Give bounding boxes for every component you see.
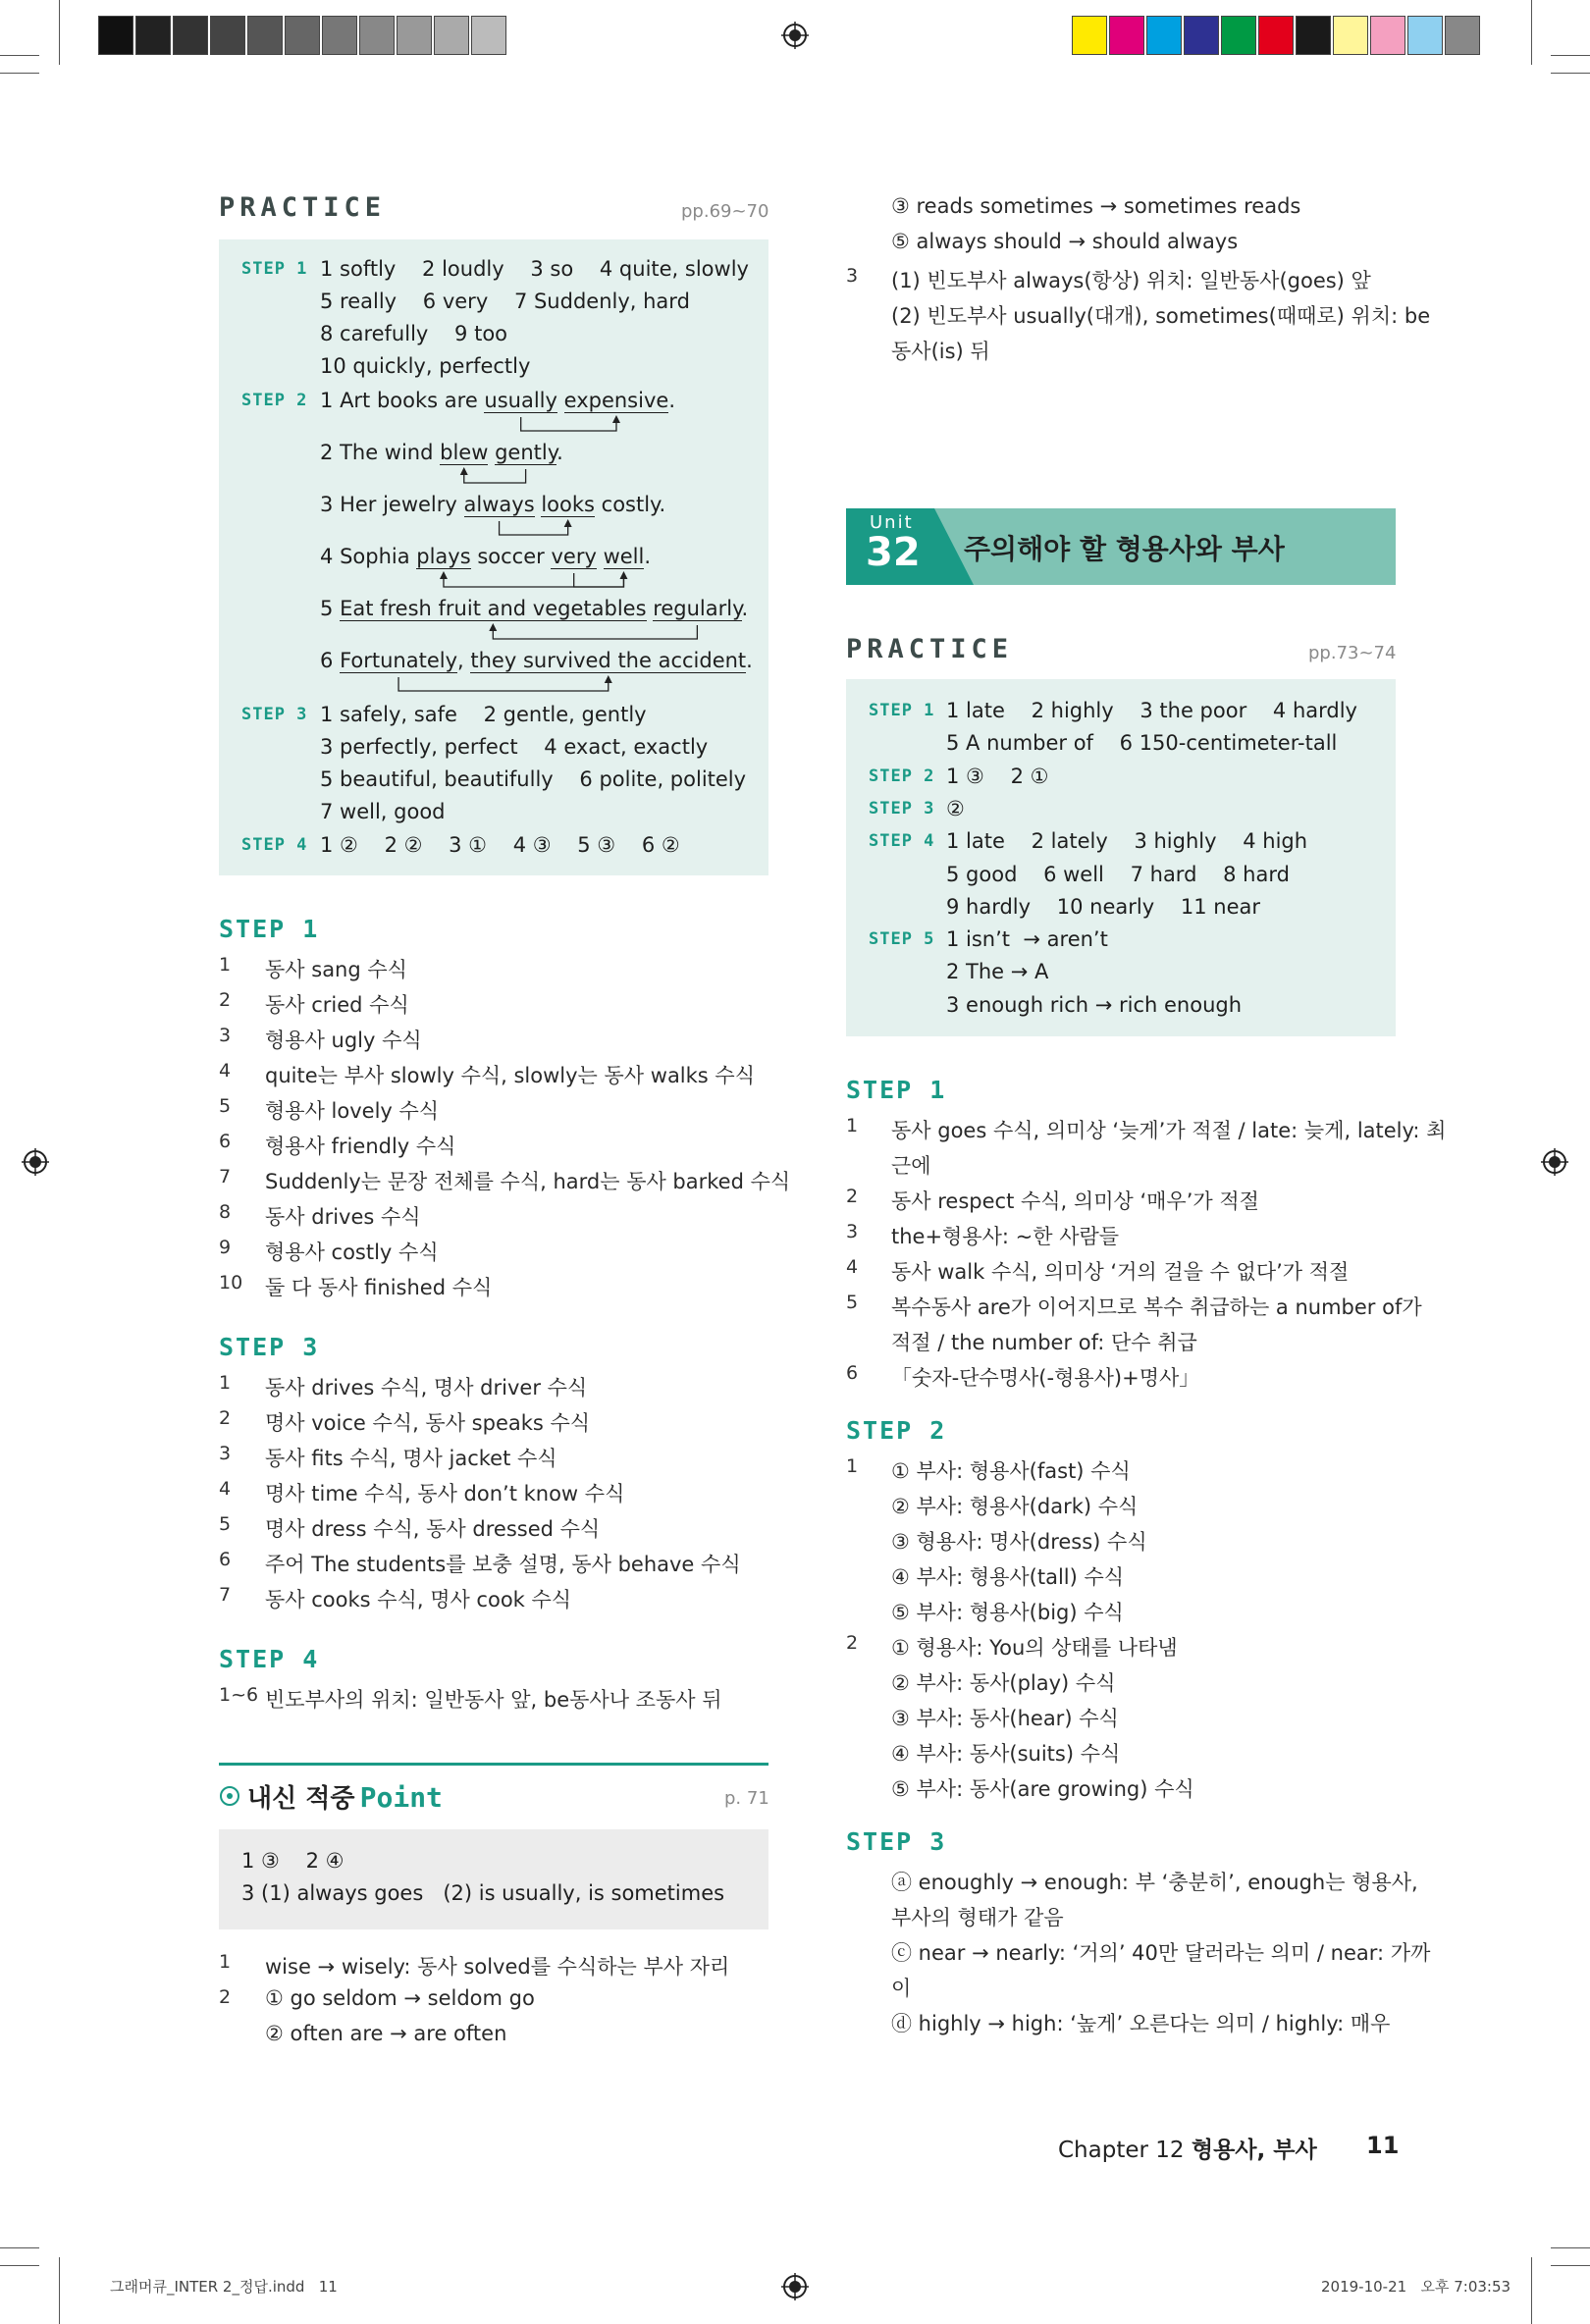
target-icon	[219, 1785, 240, 1807]
step2-heading: STEP 2	[846, 1416, 947, 1445]
item-number: 1	[219, 954, 232, 976]
underlined-phrase: very	[551, 545, 597, 568]
item-text: 형용사 ugly 수식	[265, 1029, 422, 1052]
item-text: (1) 빈도부사 always(항상) 위치: 일반동사(goes) 앞	[891, 269, 1371, 292]
item-text: ④ 부사: 형용사(tall) 수식	[891, 1565, 1125, 1589]
unit-title: 주의해야 할 형용사와 부사	[964, 533, 1285, 565]
answer-line: 1 late 2 lately 3 highly 4 high	[946, 829, 1308, 854]
step-label: STEP 3	[241, 705, 308, 724]
underlined-phrase: Fortunately	[340, 649, 458, 672]
item-number: 4	[846, 1256, 859, 1278]
practice-title: PRACTICE	[846, 634, 1014, 664]
step2-sentence	[320, 649, 753, 672]
color-swatch	[1296, 16, 1331, 55]
practice-pages: pp.73~74	[1308, 643, 1397, 663]
item-number: 1~6	[219, 1684, 259, 1706]
item-number: 1	[219, 1372, 232, 1394]
underlined-phrase: always	[463, 493, 535, 516]
item-text: (2) 빈도부사 usually(대개), sometimes(때때로) 위치: be	[891, 304, 1431, 328]
color-swatch	[1072, 16, 1107, 55]
item-text: 동사 cried 수식	[265, 993, 409, 1017]
item-number: 10	[219, 1272, 243, 1294]
item-text: Suddenly는 문장 전체를 수식, hard는 동사 barked 수식	[265, 1170, 791, 1193]
item-text: ④ 부사: 동사(suits) 수식	[891, 1742, 1121, 1766]
item-text: ① go seldom → seldom go	[265, 1986, 535, 2010]
color-swatch	[1370, 16, 1405, 55]
gray-swatch	[397, 16, 432, 55]
point-answer-line: 1 ③ 2 ④	[241, 1849, 344, 1873]
step1-heading: STEP 1	[846, 1076, 947, 1104]
sentence-number: 3	[320, 493, 334, 516]
item-number: 6	[846, 1362, 859, 1384]
running-footer	[1058, 2132, 1317, 2164]
underlined-phrase: Eat fresh fruit and vegetables	[340, 597, 647, 620]
sentence-text: Sophia	[340, 545, 417, 568]
item-number: 1	[846, 1115, 859, 1136]
step-label: STEP 1	[869, 701, 935, 720]
item-text: 형용사 friendly 수식	[265, 1135, 456, 1158]
print-timestamp: 2019-10-21 오후 7:03:53	[1321, 2278, 1511, 2296]
item-number: 1	[219, 1951, 232, 1973]
answer-line: ②	[946, 796, 965, 820]
answer-line: 1 late 2 highly 3 the poor 4 hardly	[946, 699, 1357, 722]
item-text: 동사 fits 수식, 명사 jacket 수식	[265, 1447, 557, 1470]
sentence-text: The wind	[340, 441, 441, 464]
item-number: 9	[219, 1237, 232, 1258]
item-number: 5	[219, 1095, 232, 1117]
item-text: 동사 drives 수식	[265, 1205, 421, 1229]
item-number: 5	[219, 1513, 232, 1535]
gray-swatch	[322, 16, 357, 55]
color-swatch	[1109, 16, 1144, 55]
chapter-title: 형용사, 부사	[1191, 2138, 1317, 2163]
unit-label: Unit	[870, 512, 914, 533]
sentence-text: Her jewelry	[340, 493, 464, 516]
practice-title: PRACTICE	[219, 192, 387, 223]
item-number: 3	[219, 1025, 232, 1046]
item-text: 이	[891, 1977, 912, 2000]
gray-swatch	[471, 16, 506, 55]
step2-sentence	[320, 493, 665, 516]
underlined-phrase: expensive	[563, 389, 669, 412]
answer-line: 2 The → A	[946, 960, 1049, 984]
item-text: 동사 goes 수식, 의미상 ‘늦게’가 적절 / late: 늦게, lately: 최	[891, 1119, 1447, 1142]
item-text: the+형용사: ~한 사람들	[891, 1225, 1120, 1248]
item-text: ① 형용사: You의 상태를 나타냄	[891, 1636, 1178, 1660]
gray-swatch	[434, 16, 469, 55]
item-text: 명사 dress 수식, 동사 dressed 수식	[265, 1517, 601, 1541]
item-text: 형용사 lovely 수식	[265, 1099, 440, 1123]
answer-line: 10 quickly, perfectly	[320, 354, 531, 378]
item-text: 주어 The students를 보충 설명, 동사 behave 수식	[265, 1553, 741, 1576]
item-text: 복수동사 are가 이어지므로 복수 취급하는 a number of가	[891, 1295, 1422, 1319]
item-number: 7	[219, 1584, 232, 1606]
answer-line: 8 carefully 9 too	[320, 322, 508, 345]
underlined-phrase: well	[603, 545, 645, 568]
item-text: ① 부사: 형용사(fast) 수식	[891, 1459, 1131, 1483]
gray-swatch	[98, 16, 133, 55]
registration-mark-icon	[781, 22, 809, 49]
color-swatch	[1184, 16, 1219, 55]
item-text: ③ 부사: 동사(hear) 수식	[891, 1707, 1119, 1730]
item-number: 7	[219, 1166, 232, 1188]
step2-sentence	[320, 389, 675, 412]
item-text: 「숫자-단수명사(-형용사)+명사」	[891, 1366, 1200, 1390]
point-divider	[219, 1763, 768, 1766]
item-text: 동사 respect 수식, 의미상 ‘매우’가 적절	[891, 1189, 1259, 1213]
underlined-phrase: regularly	[653, 597, 742, 620]
chapter-label: Chapter 12	[1058, 2138, 1185, 2163]
item-number: 4	[219, 1060, 232, 1082]
item-number: 1	[846, 1455, 859, 1477]
step-label: STEP 3	[869, 798, 935, 819]
item-number: 2	[219, 1986, 232, 2008]
answer-line: 5 good 6 well 7 hard 8 hard	[946, 862, 1290, 886]
sentence-text: .	[644, 545, 652, 568]
point-title-ko: 내신 적중	[247, 1784, 355, 1814]
answer-line: 7 well, good	[320, 800, 446, 823]
sentence-number: 6	[320, 649, 334, 672]
item-text: 둘 다 동사 finished 수식	[265, 1276, 493, 1299]
point-title	[247, 1778, 443, 1815]
gray-swatch	[173, 16, 208, 55]
sentence-text: .	[741, 597, 749, 620]
answer-line: 5 beautiful, beautifully 6 polite, politely	[320, 767, 747, 791]
color-swatch	[1258, 16, 1294, 55]
item-text: ② 부사: 동사(play) 수식	[891, 1671, 1116, 1695]
step3-heading: STEP 3	[846, 1827, 947, 1856]
step2-sentence	[320, 597, 748, 620]
step3-heading: STEP 3	[219, 1333, 320, 1361]
item-number: 6	[219, 1131, 232, 1152]
item-number: 3	[846, 265, 859, 287]
color-swatch	[1333, 16, 1368, 55]
answer-line: 1 safely, safe 2 gentle, gently	[320, 703, 647, 726]
color-swatch	[1407, 16, 1443, 55]
item-text: wise → wisely: 동사 solved를 수식하는 부사 자리	[265, 1955, 730, 1979]
item-text: ⑤ always should → should always	[891, 230, 1239, 253]
step-label: STEP 1	[241, 259, 308, 279]
underlined-phrase: gently	[495, 441, 557, 464]
item-text: 명사 voice 수식, 동사 speaks 수식	[265, 1411, 591, 1435]
underlined-phrase: they survived the accident	[470, 649, 747, 672]
sentence-text: .	[668, 389, 675, 412]
item-number: 3	[846, 1221, 859, 1242]
sentence-text: .	[556, 441, 563, 464]
sentence-text: .	[746, 649, 753, 672]
answer-line: 1 ③ 2 ①	[946, 764, 1049, 788]
item-text: 근에	[891, 1154, 931, 1178]
point-page: p. 71	[724, 1788, 769, 1809]
item-text: ⑤ 부사: 동사(are growing) 수식	[891, 1777, 1194, 1801]
item-text: 동사 cooks 수식, 명사 cook 수식	[265, 1588, 572, 1611]
item-number: 8	[219, 1201, 232, 1223]
gray-swatch	[285, 16, 320, 55]
item-text: ⑤ 부사: 형용사(big) 수식	[891, 1601, 1124, 1624]
item-text: 동사 walk 수식, 의미상 ‘거의 걸을 수 없다’가 적절	[891, 1260, 1350, 1284]
color-swatch	[1221, 16, 1256, 55]
item-text: ⓒ near → nearly: ‘거의’ 40만 달러라는 의미 / near: 가까	[891, 1941, 1431, 1965]
answer-line: 5 A number of 6 150-centimeter-tall	[946, 731, 1338, 756]
step4-heading: STEP 4	[219, 1645, 320, 1673]
answer-line: 1 isn’t → aren’t	[946, 927, 1108, 952]
item-text: 적절 / the number of: 단수 취급	[891, 1331, 1197, 1354]
item-text: 형용사 costly 수식	[265, 1241, 439, 1264]
item-text: 명사 time 수식, 동사 don’t know 수식	[265, 1482, 625, 1505]
item-text: 동사 drives 수식, 명사 driver 수식	[265, 1376, 588, 1400]
sentence-number: 4	[320, 545, 334, 568]
step2-sentence	[320, 545, 651, 568]
color-swatch	[1146, 16, 1182, 55]
gray-swatch	[210, 16, 245, 55]
practice-pages: pp.69~70	[681, 201, 769, 222]
unit-number: 32	[866, 530, 921, 575]
answer-line: 3 enough rich → rich enough	[946, 992, 1243, 1017]
item-text: 빈도부사의 위치: 일반동사 앞, be동사나 조동사 뒤	[265, 1688, 722, 1712]
item-text: 부사의 형태가 같음	[891, 1906, 1064, 1929]
answer-line: 9 hardly 10 nearly 11 near	[946, 894, 1260, 919]
step2-sentence	[320, 441, 563, 464]
sentence-text	[557, 389, 564, 412]
step-label: STEP 2	[241, 391, 308, 410]
item-number: 3	[219, 1443, 232, 1464]
page-number: 11	[1366, 2132, 1400, 2159]
sentence-text	[597, 545, 604, 568]
gray-swatch	[359, 16, 395, 55]
step1-heading: STEP 1	[219, 915, 320, 943]
gray-swatch	[247, 16, 283, 55]
step-label: STEP 4	[869, 831, 935, 852]
registration-mark-icon	[1541, 1148, 1568, 1176]
sentence-text: soccer	[470, 545, 552, 568]
sentence-number: 2	[320, 441, 334, 464]
answer-line: 5 really 6 very 7 Suddenly, hard	[320, 290, 690, 313]
item-text: 동사 sang 수식	[265, 958, 407, 981]
sentence-text: Art books are	[340, 389, 485, 412]
item-number: 2	[846, 1186, 859, 1207]
underlined-phrase: plays	[416, 545, 471, 568]
point-answer-box	[219, 1829, 768, 1929]
underlined-phrase: blew	[440, 441, 489, 464]
gray-swatch	[135, 16, 171, 55]
answer-line: 3 perfectly, perfect 4 exact, exactly	[320, 735, 709, 759]
item-number: 5	[846, 1292, 859, 1313]
item-text: ③ reads sometimes → sometimes reads	[891, 194, 1301, 218]
underlined-phrase: usually	[484, 389, 557, 412]
item-text: ③ 형용사: 명사(dress) 수식	[891, 1530, 1147, 1554]
item-text: 동사(is) 뒤	[891, 340, 990, 363]
answer-line: 1 ② 2 ② 3 ① 4 ③ 5 ③ 6 ②	[320, 833, 680, 857]
item-number: 2	[219, 989, 232, 1011]
file-name: 그래머큐_INTER 2_정답.indd 11	[110, 2278, 338, 2296]
sentence-number: 1	[320, 389, 334, 412]
step-label: STEP 4	[241, 835, 308, 855]
sentence-text: costly.	[594, 493, 666, 516]
point-title-en: Point	[359, 1781, 443, 1814]
answer-line: 1 softly 2 loudly 3 so 4 quite, slowly	[320, 257, 749, 281]
item-text: quite는 부사 slowly 수식, slowly는 동사 walks 수식	[265, 1064, 755, 1087]
item-text: ⓐ enoughly → enough: 부 ‘충분히’, enough는 형용사,	[891, 1871, 1418, 1894]
item-text: ② often are → are often	[265, 2022, 507, 2045]
item-text: ② 부사: 형용사(dark) 수식	[891, 1495, 1139, 1518]
item-text: ⓓ highly → high: ‘높게’ 오른다는 의미 / highly: 매우	[891, 2012, 1391, 2035]
step-label: STEP 2	[869, 766, 935, 786]
registration-mark-icon	[22, 1148, 49, 1176]
underlined-phrase: looks	[541, 493, 595, 516]
sentence-text: ,	[457, 649, 471, 672]
point-answer-line: 3 (1) always goes (2) is usually, is sometimes	[241, 1881, 725, 1905]
item-number: 4	[219, 1478, 232, 1500]
item-number: 6	[219, 1549, 232, 1570]
item-number: 2	[219, 1407, 232, 1429]
sentence-number: 5	[320, 597, 334, 620]
registration-mark-icon	[781, 2273, 809, 2300]
color-swatch	[1445, 16, 1480, 55]
item-number: 2	[846, 1632, 859, 1654]
step-label: STEP 5	[869, 929, 935, 950]
